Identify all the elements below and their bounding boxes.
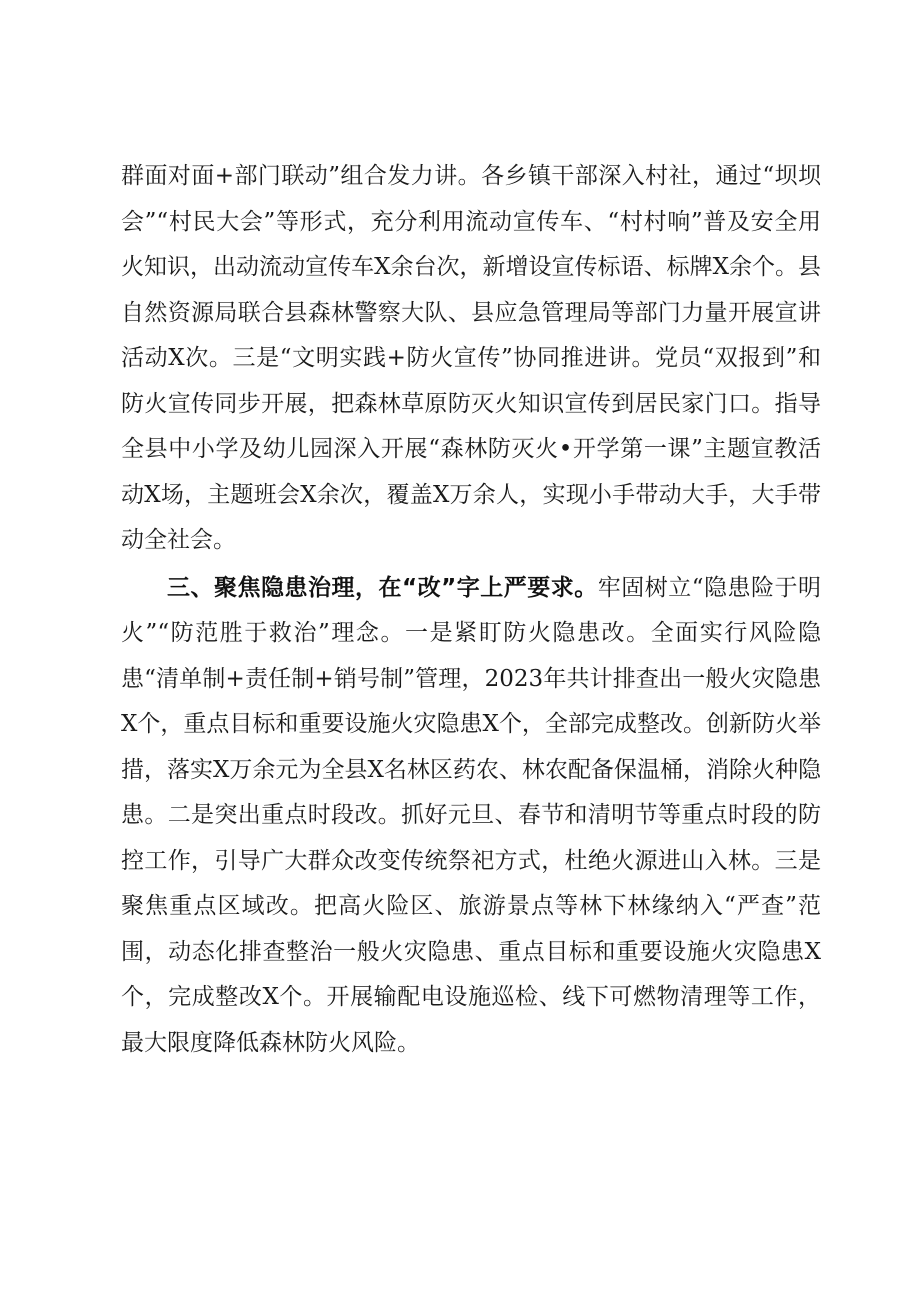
document-body [121,154,821,1066]
paragraph-continued [121,154,821,564]
paragraph-text: 牢固树立“隐患险于明火”“防范胜于救治”理念。一是紧盯防火隐患改。全面实行风险隐患“清单制+责任制+销号制”管理，2023年共计排查出一般火灾隐患X个，重点目标和重要设施火灾隐患X个，全部完成整改。创新防火举措，落实X万余元为全县X名林区药农、林农配备保温桶，消除火种隐患。二是突出重点时段改。抓好元旦、春节和清明节等重点时段的防控工作，引导广大群众改变传统祭祀方式，杜绝火源进山入林。三是聚焦重点区域改。把高火险区、旅游景点等林下林缘纳入“严查”范围，动态化排查整治一般火灾隐患、重点目标和重要设施火灾隐患X个，完成整改X个。开展输配电设施巡检、线下可燃物清理等工作，最大限度降低森林防火风险。 [121,574,821,1056]
section-heading: 三、聚焦隐患治理，在“改”字上严要求。 [167,574,598,601]
paragraph-text: 群面对面+部门联动”组合发力讲。各乡镇干部深入村社，通过“坝坝会”“村民大会”等形式，充分利用流动宣传车、“村村响”普及安全用火知识，出动流动宣传车X余台次，新增设宣传标语、标牌X余个。县自然资源局联合县森林警察大队、县应急管理局等部门力量开展宣讲活动X次。三是“文明实践+防火宣传”协同推进讲。党员“双报到”和防火宣传同步开展，把森林草原防灭火知识宣传到居民家门口。指导全县中小学及幼儿园深入开展“森林防灭火•开学第一课”主题宣教活动X场，主题班会X余次，覆盖X万余人，实现小手带动大手，大手带动全社会。 [121,163,821,553]
paragraph-section-three [121,566,821,1067]
